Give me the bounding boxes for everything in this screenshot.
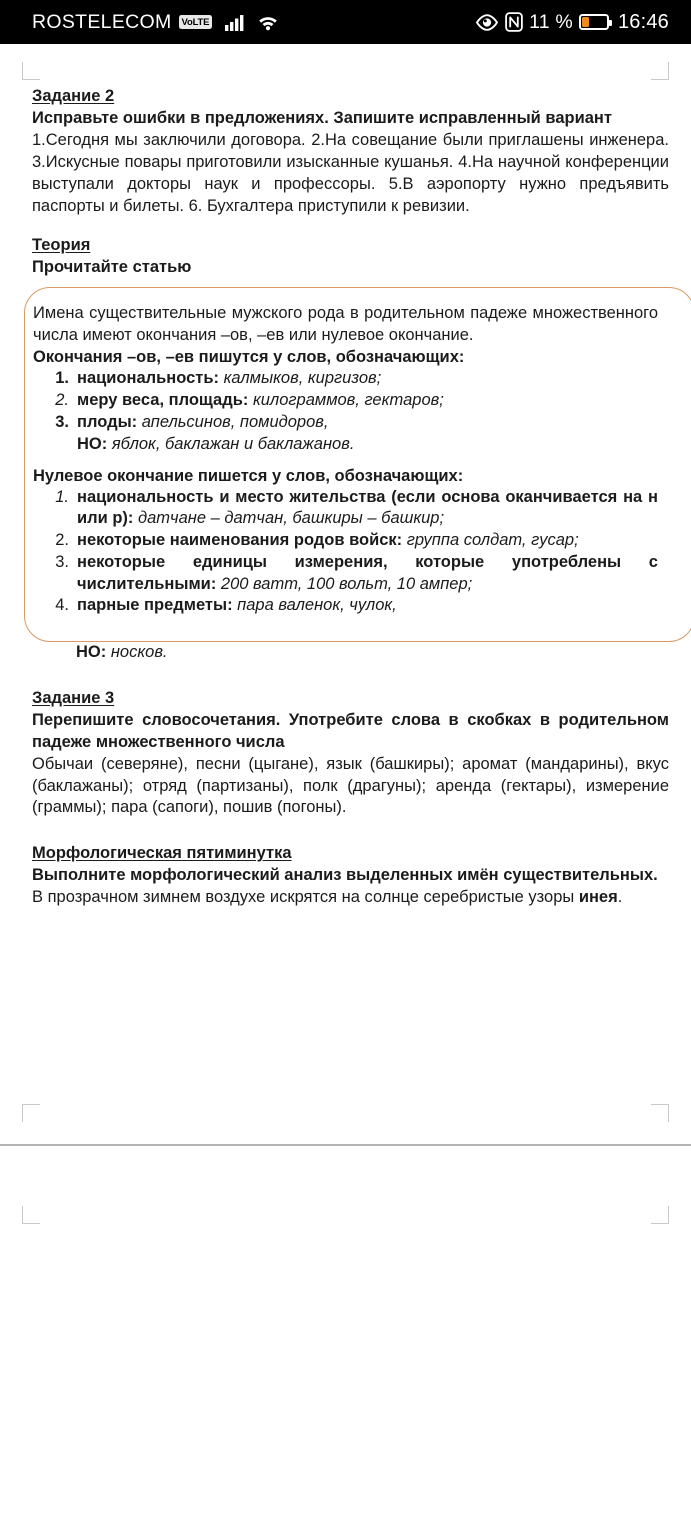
- list-item: [73, 552, 658, 596]
- rule-example: пара валенок, чулок,: [237, 596, 397, 615]
- rule-label: некоторые наименования родов войск:: [77, 531, 403, 550]
- battery-low-icon: [579, 14, 609, 30]
- theory-callout-box: [24, 287, 691, 642]
- task2-section: [32, 86, 669, 217]
- task2-instruction: Исправьте ошибки в предложениях. Запишите исправленный вариант: [32, 108, 612, 127]
- crop-mark-bottom-right: [651, 1104, 669, 1122]
- rule-label: парные предметы:: [77, 596, 233, 615]
- crop-mark-top-left: [22, 62, 40, 80]
- list-item: [73, 487, 658, 531]
- rule-note-example: яблок, баклажан и баклажанов.: [111, 434, 355, 453]
- rule-label: национальность и место жительства (если основа оканчивается на н или р):: [77, 487, 658, 528]
- rule1-list: [33, 368, 658, 455]
- theory-callout-content: [33, 302, 680, 617]
- status-bar-left: [14, 11, 280, 34]
- morphology-instruction: Выполните морфологический анализ выделенных имён существительных.: [32, 866, 658, 885]
- document-page-2: [0, 1146, 691, 1536]
- list-item: [73, 390, 658, 412]
- spacer: [32, 819, 669, 843]
- morphology-sentence: [32, 887, 669, 909]
- list-item: [73, 530, 658, 552]
- rule-label: некоторые единицы измерения, которые употреблены с числительными:: [77, 552, 658, 593]
- rule2-note: [32, 642, 669, 664]
- task3-heading: Задание 3: [32, 688, 115, 707]
- document-viewer[interactable]: [0, 44, 691, 1536]
- rule-example: 200 ватт, 100 вольт, 10 ампер;: [220, 574, 473, 593]
- nfc-icon: [505, 12, 523, 32]
- status-bar: [0, 0, 691, 44]
- rule-label: плоды:: [77, 413, 138, 432]
- rule-label: меру веса, площадь:: [77, 391, 249, 410]
- rule1-heading: Окончания –ов, –ев пишутся у слов, обозначающих:: [33, 348, 465, 367]
- rule-example: килограммов, гектаров;: [252, 391, 444, 410]
- list-item: [73, 412, 658, 456]
- eye-comfort-icon: [475, 14, 499, 31]
- document-page-1: [0, 44, 691, 1144]
- clock-label: 16:46: [617, 10, 669, 33]
- list-item: [73, 595, 658, 617]
- page-content: [32, 86, 669, 909]
- crop-mark-top-left: [22, 1206, 40, 1224]
- sentence-highlight-word: инея: [578, 888, 618, 907]
- rule-label: национальность:: [77, 369, 219, 388]
- theory-subheading: Прочитайте статью: [32, 258, 192, 277]
- spacer: [33, 456, 658, 465]
- morphology-heading: Морфологическая пятиминутка: [32, 844, 292, 863]
- battery-percent-label: 11 %: [529, 10, 573, 33]
- battery-fill: [582, 17, 589, 27]
- crop-mark-top-right: [651, 1206, 669, 1224]
- theory-heading: Теория: [32, 236, 91, 255]
- rule-example: группа солдат, гусар;: [406, 531, 579, 550]
- sentence-part-before: В прозрачном зимнем воздухе искрятся на солнце серебристые узоры: [32, 888, 579, 907]
- task3-body: Обычаи (северяне), песни (цыгане), язык (башкиры); аромат (мандарины), вкус (баклажаны); отряд (партизаны), полк (драгуны); аренда (гектары), измерение (граммы); пара (сапоги), пошив (погоны).: [32, 754, 669, 817]
- list-item: [73, 368, 658, 390]
- task3-section: [32, 688, 669, 819]
- rule-example: калмыков, киргизов;: [223, 369, 382, 388]
- wifi-icon: [256, 13, 280, 31]
- theory-intro: Имена существительные мужского рода в родительном падеже множественного числа имеют окончания –ов, –ев или нулевое окончание.: [33, 304, 658, 345]
- task2-heading: Задание 2: [32, 87, 115, 105]
- morphology-section: [32, 843, 669, 909]
- rule2-note-label: НО:: [76, 643, 107, 662]
- rule-example: датчане – датчан, башкиры – башкир;: [138, 509, 445, 528]
- theory-section: [32, 235, 669, 663]
- task2-body: 1.Сегодня мы заключили договора. 2.На совещание были приглашены инженера. 3.Искусные повары приготовили изысканные кушанья. 4.На научной конференции выступали докторы наук и профессоры. 5.В аэропорту нужно предъявить паспорты и билеты. 6. Бухгалтера приступили к ревизии.: [32, 130, 669, 215]
- sentence-part-after: .: [617, 888, 623, 907]
- carrier-label: ROSTELECOM: [32, 10, 172, 33]
- status-bar-right: [475, 11, 677, 34]
- task3-instruction: Перепишите словосочетания. Употребите слова в скобках в родительном падеже множественного числа: [32, 710, 669, 751]
- rule2-heading: Нулевое окончание пишется у слов, обозначающих:: [33, 466, 464, 485]
- rule2-list: [33, 487, 658, 618]
- rule-note: [77, 434, 658, 456]
- volte-icon: VoLTE: [179, 15, 213, 30]
- spacer: [32, 664, 669, 688]
- crop-mark-top-right: [651, 62, 669, 80]
- rule-note-label: НО:: [77, 434, 108, 453]
- signal-bars-icon: [219, 13, 249, 31]
- spacer: [32, 217, 669, 235]
- crop-mark-bottom-left: [22, 1104, 40, 1122]
- rule2-note-example: носков.: [110, 643, 168, 662]
- rule-example: апельсинов, помидоров,: [141, 413, 329, 432]
